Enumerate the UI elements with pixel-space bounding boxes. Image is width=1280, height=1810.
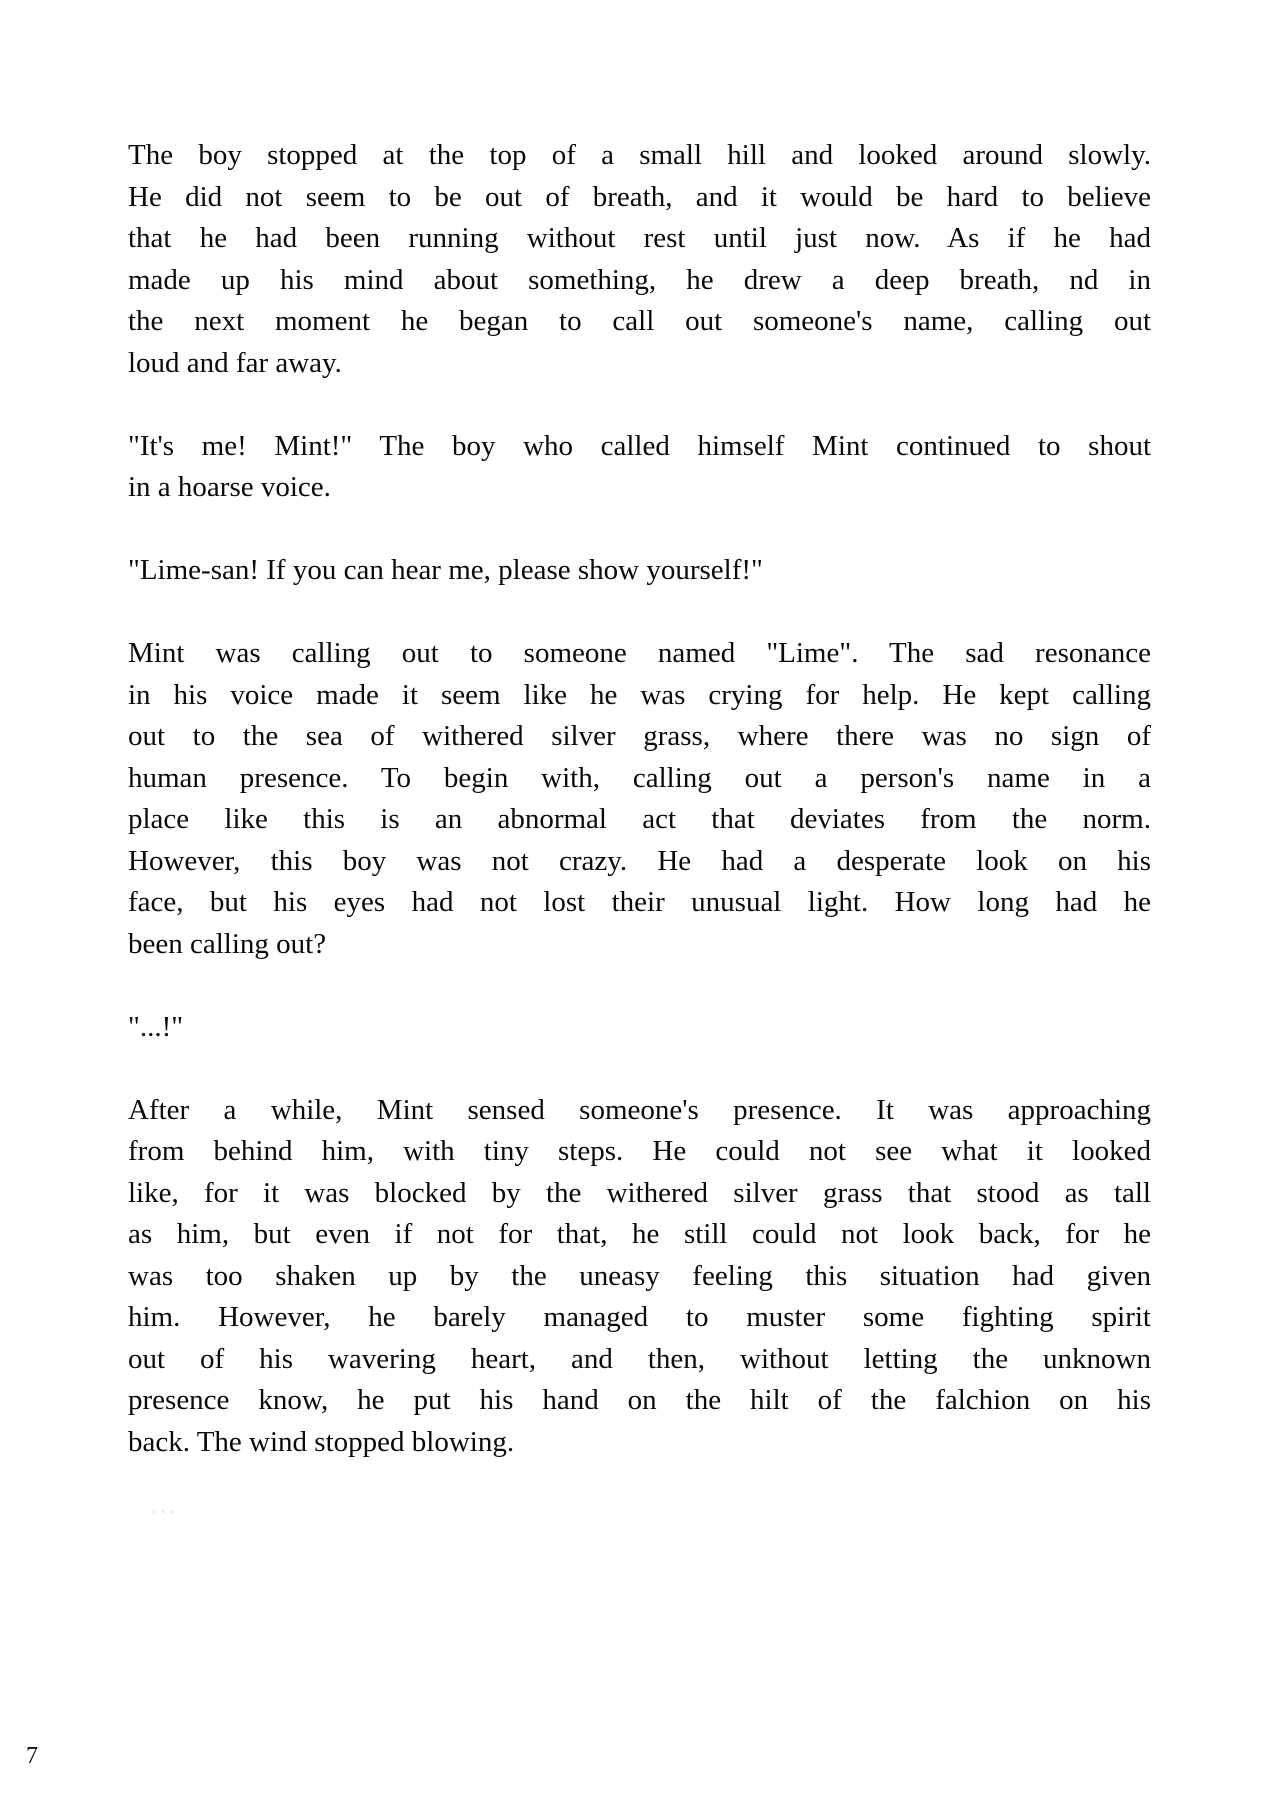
text-line: been calling out? (128, 927, 327, 960)
text-line: face, but his eyes had not lost their unusual light. How long had he (128, 886, 1151, 918)
text-line: him. However, he barely managed to muster some fighting spirit (128, 1301, 1151, 1333)
text-line: The boy stopped at the top of a small hill and looked around slowly. (128, 139, 1151, 171)
paragraph (128, 550, 1151, 592)
text-line: human presence. To begin with, calling out a person's name in a (128, 761, 1151, 794)
text-line: the next moment he began to call out someone's name, calling out (128, 305, 1151, 337)
text-line: back. The wind stopped blowing. (128, 1425, 515, 1458)
text-line: Mint was calling out to someone named "Lime". The sad resonance (128, 637, 1151, 669)
text-line: that he had been running without rest until just now. As if he had (128, 222, 1151, 254)
text-line: like, for it was blocked by the withered silver grass that stood as tall (128, 1176, 1151, 1209)
text-line: "It's me! Mint!" The boy who called himself Mint continued to shout (128, 429, 1151, 462)
faint-render-artifact: ... (150, 1488, 178, 1520)
text-line: from behind him, with tiny steps. He could not see what it looked (128, 1135, 1151, 1167)
text-line: "...!" (128, 1010, 184, 1043)
page-text (128, 135, 1151, 1463)
page-number: 7 (26, 1743, 38, 1769)
text-line: loud and far away. (128, 346, 342, 379)
text-line: "Lime-san! If you can hear me, please show yourself!" (128, 554, 763, 586)
paragraph (128, 135, 1151, 384)
text-line: was too shaken up by the uneasy feeling this situation had given (128, 1259, 1151, 1292)
paragraph (128, 633, 1151, 965)
text-line: in a hoarse voice. (128, 471, 331, 503)
text-line: However, this boy was not crazy. He had a desperate look on his (128, 844, 1151, 877)
text-line: made up his mind about something, he drew a deep breath, nd in (128, 263, 1151, 296)
text-line: out of his wavering heart, and then, without letting the unknown (128, 1342, 1151, 1375)
paragraph (128, 1090, 1151, 1464)
paragraph (128, 1007, 1151, 1049)
text-line: as him, but even if not for that, he still could not look back, for he (128, 1218, 1151, 1250)
text-line: He did not seem to be out of breath, and it would be hard to believe (128, 180, 1151, 213)
text-line: out to the sea of withered silver grass, where there was no sign of (128, 720, 1151, 752)
text-line: After a while, Mint sensed someone's presence. It was approaching (128, 1093, 1151, 1126)
paragraph (128, 426, 1151, 509)
text-line: place like this is an abnormal act that deviates from the norm. (128, 803, 1151, 835)
text-line: presence know, he put his hand on the hilt of the falchion on his (128, 1384, 1151, 1416)
text-line: in his voice made it seem like he was crying for help. He kept calling (128, 678, 1151, 711)
